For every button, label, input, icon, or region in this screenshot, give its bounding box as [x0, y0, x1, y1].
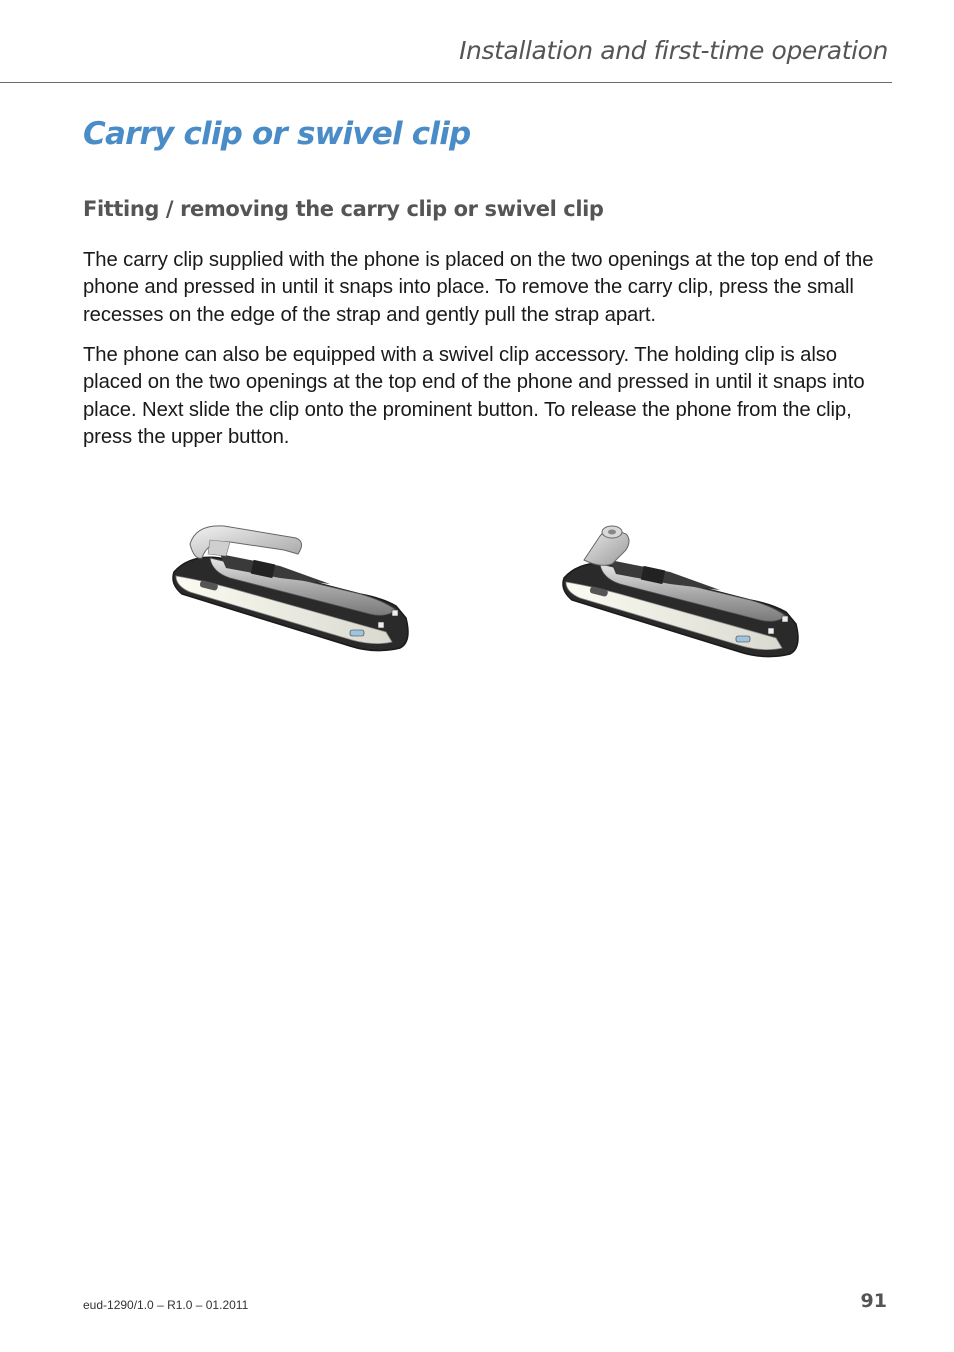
header-divider [0, 82, 892, 83]
page-title: Carry clip or swivel clip [83, 116, 471, 152]
carry-clip-phone-illustration [160, 514, 416, 664]
page-number: 91 [860, 1290, 887, 1312]
document-code: eud-1290/1.0 – R1.0 – 01.2011 [83, 1298, 249, 1312]
paragraph-carry-clip: The carry clip supplied with the phone is placed on the two openings at the top end of the phone and pressed in until it snaps into place. To remove the carry clip, press the small recesses on the edge of the strap and gently pull the strap apart. [83, 249, 874, 326]
swivel-clip-phone-illustration [550, 514, 806, 664]
carry-clip-phone-drawing [160, 514, 416, 664]
swivel-clip-phone-drawing [550, 514, 806, 664]
paragraph-swivel-clip: The phone can also be equipped with a swivel clip accessory. The holding clip is also placed on the two openings at the top end of the phone and pressed in until it snaps into place. Next slide the clip onto the prominent button. To release the phone from the clip, press the upper button. [83, 344, 865, 448]
running-header: Installation and first-time operation [459, 36, 888, 65]
section-heading: Fitting / removing the carry clip or swivel clip [83, 197, 604, 221]
